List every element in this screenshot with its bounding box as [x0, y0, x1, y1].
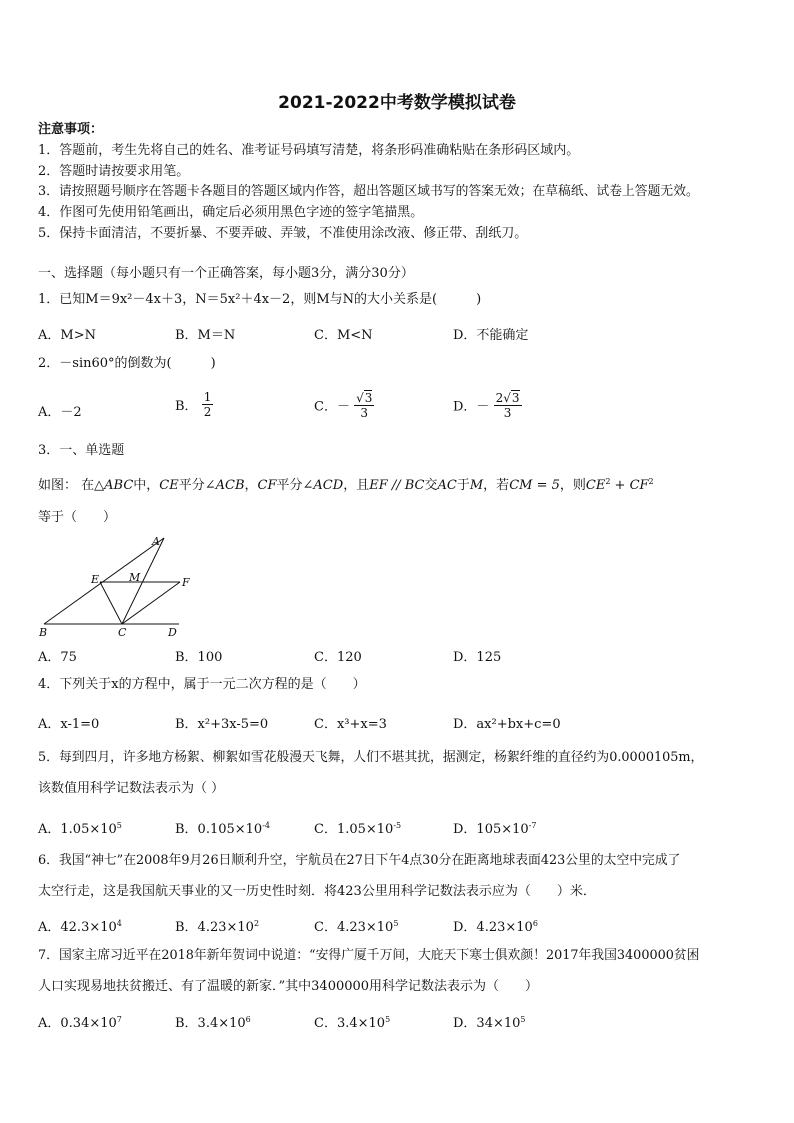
- question-6-line-2: 太空行走，这是我国航天事业的又一历史性时刻．将423公里用科学记数法表示应为（ ）米．: [38, 884, 596, 899]
- notice-heading: 注意事项：: [38, 122, 104, 137]
- q2-option-c: C．－ $\frac{√3}{3}$: [314, 391, 373, 420]
- line-ec: [100, 582, 122, 624]
- notice-item: 5．保持卡面清洁，不要折暴、不要弄破、弄皱，不准使用涂改液、修正带、刮纸刀。: [38, 226, 528, 241]
- section-heading: 一、选择题（每小题只有一个正确答案，每小题3分，满分30分）: [38, 266, 414, 281]
- q7-option-b: B．$3.4\times 10^6$: [175, 1015, 251, 1031]
- notice-item: 1．答题前，考生先将自己的姓名、准考证号码填写清楚，将条形码准确粘贴在条形码区域内。: [38, 143, 580, 158]
- label-m: M: [129, 571, 141, 584]
- line-cf: [122, 582, 180, 624]
- q5-option-b: B．$0.105\times 10^{-4}$: [175, 821, 271, 837]
- q7-option-d: D．$34\times 10^5$: [453, 1015, 526, 1031]
- question-7-line-1: 7．国家主席习近平在2018年新年贺词中说道：“安得广厦千万间，大庇天下寒士俱欢颜！2017年我国3400000贫困: [38, 948, 700, 963]
- q1-option-c: C．M<N: [314, 328, 373, 343]
- q6-option-b: B．$4.23\times 10^2$: [175, 919, 260, 935]
- question-7-line-2: 人口实现易地扶贫搬迁、有了温暖的新家．”其中3400000用科学记数法表示为（ ）: [38, 979, 539, 994]
- label-b: B: [39, 626, 48, 639]
- q5-option-c: C．$1.05\times 10^{-5}$: [314, 821, 402, 837]
- q2-option-a: A．－2: [38, 405, 82, 420]
- q3-option-a: A．75: [38, 650, 77, 665]
- notice-item: 3．请按照题号顺序在答题卡各题目的答题区域内作答，超出答题区域书写的答案无效；在草稿纸、试卷上答题无效。: [38, 184, 699, 199]
- q3-option-c: C．120: [314, 650, 362, 665]
- question-3-heading: 3．一、单选题: [38, 443, 125, 458]
- q7-option-c: C．$3.4\times 10^5$: [314, 1015, 391, 1031]
- fraction: $\frac{√3}{3}$: [356, 391, 373, 420]
- question-3-equals: 等于（ ）: [38, 510, 117, 525]
- label-c: C: [118, 626, 127, 639]
- q5-option-d: D．$105\times 10^{-7}$: [453, 821, 537, 837]
- label-e: E: [91, 573, 100, 586]
- question-5-line-2: 该数值用科学记数法表示为（ ）: [38, 781, 225, 796]
- q4-option-c: C．x³+x=3: [314, 717, 387, 732]
- line-ba: [44, 538, 164, 624]
- q3-option-b: B．100: [175, 650, 223, 665]
- question-5-line-1: 5．每到四月，许多地方杨絮、柳絮如雪花般漫天飞舞，人们不堪其扰，据测定，杨絮纤维的直径约为0.0000105m，: [38, 750, 704, 765]
- notice-item: 2．答题时请按要求用笔。: [38, 164, 190, 179]
- fraction: $\frac{1}{2}$: [203, 390, 212, 419]
- notice-item: 4．作图可先使用铅笔画出，确定后必须用黑色字迹的签字笔描黑。: [38, 205, 424, 220]
- label-f: F: [182, 576, 190, 589]
- q4-option-d: D．ax²+bx+c=0: [453, 717, 561, 732]
- question-1-stem: 1．已知M＝9x²－4x＋3，N＝5x²＋4x－2，则M与N的大小关系是( ): [38, 292, 482, 307]
- q7-option-a: A．$0.34\times 10^7$: [38, 1015, 122, 1031]
- label-a: A: [152, 535, 160, 548]
- q5-option-a: A．$1.05\times 10^5$: [38, 821, 122, 837]
- q6-option-a: A．$42.3\times 10^4$: [38, 919, 122, 935]
- question-6-line-1: 6．我国“神七”在2008年9月26日顺利升空，宇航员在27日下午4点30分在距离地球表面423公里的太空中完成了: [38, 853, 681, 868]
- q1-option-b: B．M＝N: [175, 328, 236, 343]
- q4-option-b: B．x²+3x-5=0: [175, 717, 269, 732]
- question-2-stem: 2．－sin60°的倒数为( ): [38, 356, 216, 371]
- q1-option-a: A．M>N: [38, 328, 96, 343]
- q2-option-b: B． $\frac{1}{2}$: [175, 390, 212, 419]
- question-4-stem: 4．下列关于x的方程中，属于一元二次方程的是（ ）: [38, 677, 366, 692]
- q4-option-a: A．x-1=0: [38, 717, 100, 732]
- q2-option-d: D．－ $\frac{2√3}{3}$: [453, 391, 520, 420]
- q1-option-d: D．不能确定: [453, 328, 529, 343]
- q6-option-d: D．$4.23\times 10^6$: [453, 919, 538, 935]
- q6-option-c: C．$4.23\times 10^5$: [314, 919, 399, 935]
- question-3-stem: 如图： 在△ABC中，CE平分∠ACB，CF平分∠ACD，且EF // BC交AC于M，若CM = 5，则$CE^2 + CF^2$: [38, 477, 654, 493]
- q3-option-d: D．125: [453, 650, 502, 665]
- page-title: 2021-2022中考数学模拟试卷: [278, 93, 516, 113]
- label-d: D: [168, 626, 177, 639]
- fraction: $\frac{2√3}{3}$: [495, 391, 520, 420]
- triangle-figure: [34, 530, 204, 642]
